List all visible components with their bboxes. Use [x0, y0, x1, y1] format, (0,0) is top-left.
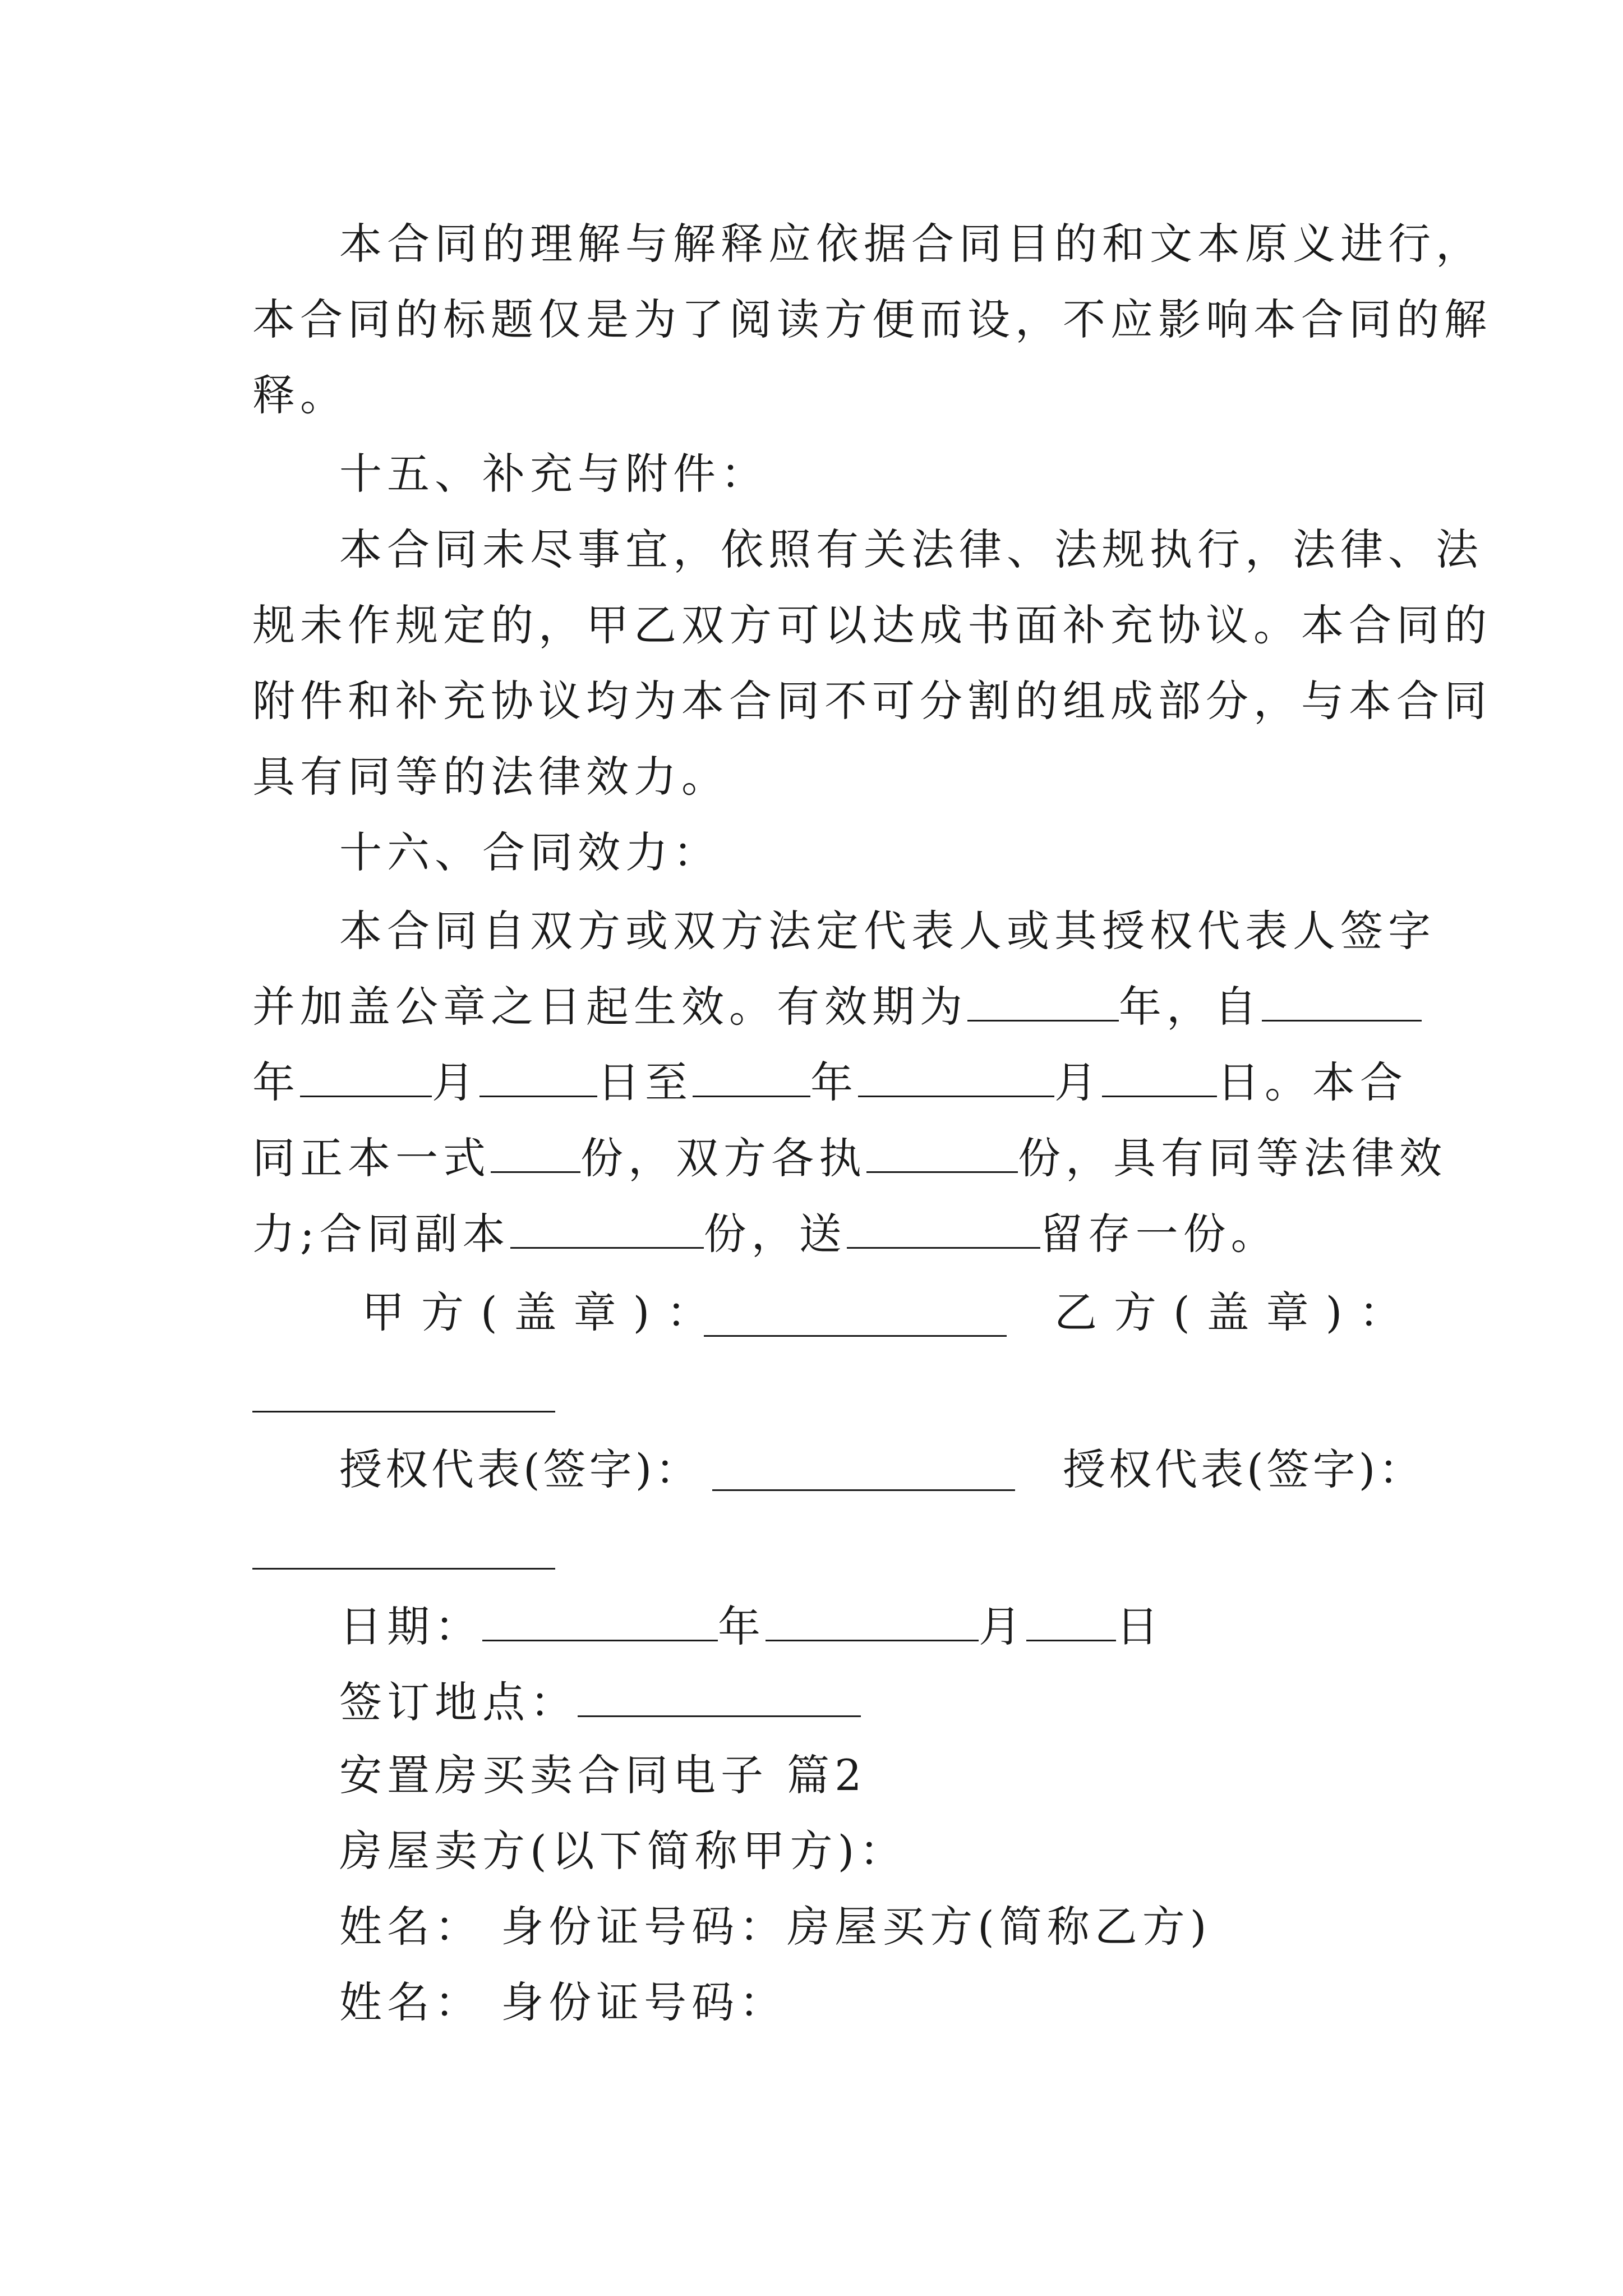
- date-month-label: 月: [979, 1602, 1026, 1651]
- paragraph-line: 规未作规定的，甲乙双方可以达成书面补充协议。本合同的: [252, 600, 1492, 650]
- date-year-label: 年: [718, 1602, 766, 1651]
- fill-blank[interactable]: [300, 1056, 432, 1097]
- text-segment: 年: [252, 1057, 300, 1107]
- date-day-label: 日: [1116, 1602, 1164, 1651]
- date-label: 日期：: [339, 1602, 482, 1651]
- fill-blank[interactable]: [847, 1208, 1040, 1249]
- party-b-seal-label: 乙方(盖章)：: [1054, 1287, 1419, 1337]
- party-b-seal-blank[interactable]: [252, 1411, 555, 1412]
- seller-info-line: 姓名： 身份证号码：房屋买方(简称乙方): [339, 1902, 1212, 1952]
- place-blank[interactable]: [578, 1676, 861, 1717]
- fill-blank[interactable]: [1262, 981, 1422, 1022]
- place-line: [339, 1674, 1489, 1731]
- fill-blank[interactable]: [858, 1056, 1054, 1097]
- paragraph-line: 附件和补充协议均为本合同不可分割的组成部分，与本合同: [252, 676, 1492, 726]
- text-segment: 份，送: [703, 1209, 847, 1259]
- rep-b-label: 授权代表(签字)：: [1063, 1444, 1425, 1494]
- copies-line: [252, 1130, 1447, 1186]
- text-segment: 年，自: [1119, 982, 1262, 1032]
- validity-line: [252, 979, 1402, 1035]
- party-a-seal-blank[interactable]: [704, 1335, 1007, 1337]
- date-year-blank[interactable]: [482, 1600, 718, 1641]
- text-segment: 月: [1054, 1057, 1102, 1107]
- seller-label: 房屋卖方(以下简称甲方)：: [339, 1826, 907, 1876]
- date-day-blank[interactable]: [1026, 1600, 1116, 1641]
- text-segment: 并加盖公章之日起生效。有效期为: [252, 982, 967, 1032]
- fill-blank[interactable]: [1102, 1056, 1217, 1097]
- place-label: 签订地点：: [339, 1677, 578, 1727]
- validity-date-line: [252, 1055, 1408, 1111]
- fill-blank[interactable]: [510, 1208, 704, 1249]
- text-segment: 日至: [597, 1057, 693, 1107]
- date-month-blank[interactable]: [766, 1600, 979, 1641]
- rep-a-label: 授权代表(签字)：: [339, 1444, 702, 1494]
- section-title: 十五、补充与附件：: [339, 449, 768, 499]
- paragraph-line: 本合同的标题仅是为了阅读方便而设，不应影响本合同的解: [252, 295, 1492, 344]
- paragraph-line: 具有同等的法律效力。: [252, 752, 729, 802]
- rep-a-blank[interactable]: [712, 1489, 1015, 1491]
- part2-title: 安置房买卖合同电子 篇2: [339, 1750, 867, 1800]
- text-segment: 份，双方各执: [580, 1133, 866, 1183]
- rep-b-blank[interactable]: [252, 1568, 555, 1570]
- paragraph-line: 释。: [252, 370, 348, 420]
- party-a-seal-label: 甲方(盖章)：: [362, 1287, 726, 1337]
- text-segment: 份，具有同等法律效: [1018, 1133, 1447, 1183]
- fill-blank[interactable]: [491, 1132, 580, 1173]
- buyer-info-line: 姓名： 身份证号码：: [339, 1977, 787, 2027]
- paragraph-line: 本合同自双方或双方法定代表人或其授权代表人签字: [339, 906, 1436, 956]
- paragraph-line: 本合同的理解与解释应依据合同目的和文本原义进行，: [339, 219, 1483, 269]
- paragraph-line: 本合同未尽事宜，依照有关法律、法规执行，法律、法: [339, 524, 1483, 574]
- section-title: 十六、合同效力：: [339, 827, 721, 877]
- fill-blank[interactable]: [479, 1056, 597, 1097]
- text-segment: 年: [810, 1057, 858, 1107]
- text-segment: 月: [432, 1057, 479, 1107]
- text-segment: 力;合同副本: [252, 1209, 510, 1259]
- date-line: [339, 1599, 1489, 1655]
- fill-blank[interactable]: [866, 1132, 1018, 1173]
- text-segment: 同正本一式: [252, 1133, 491, 1183]
- duplicate-line: [252, 1206, 1402, 1262]
- fill-blank[interactable]: [693, 1056, 810, 1097]
- fill-blank[interactable]: [967, 981, 1119, 1022]
- text-segment: 日。本合: [1217, 1057, 1408, 1107]
- text-segment: 留存一份。: [1040, 1209, 1279, 1259]
